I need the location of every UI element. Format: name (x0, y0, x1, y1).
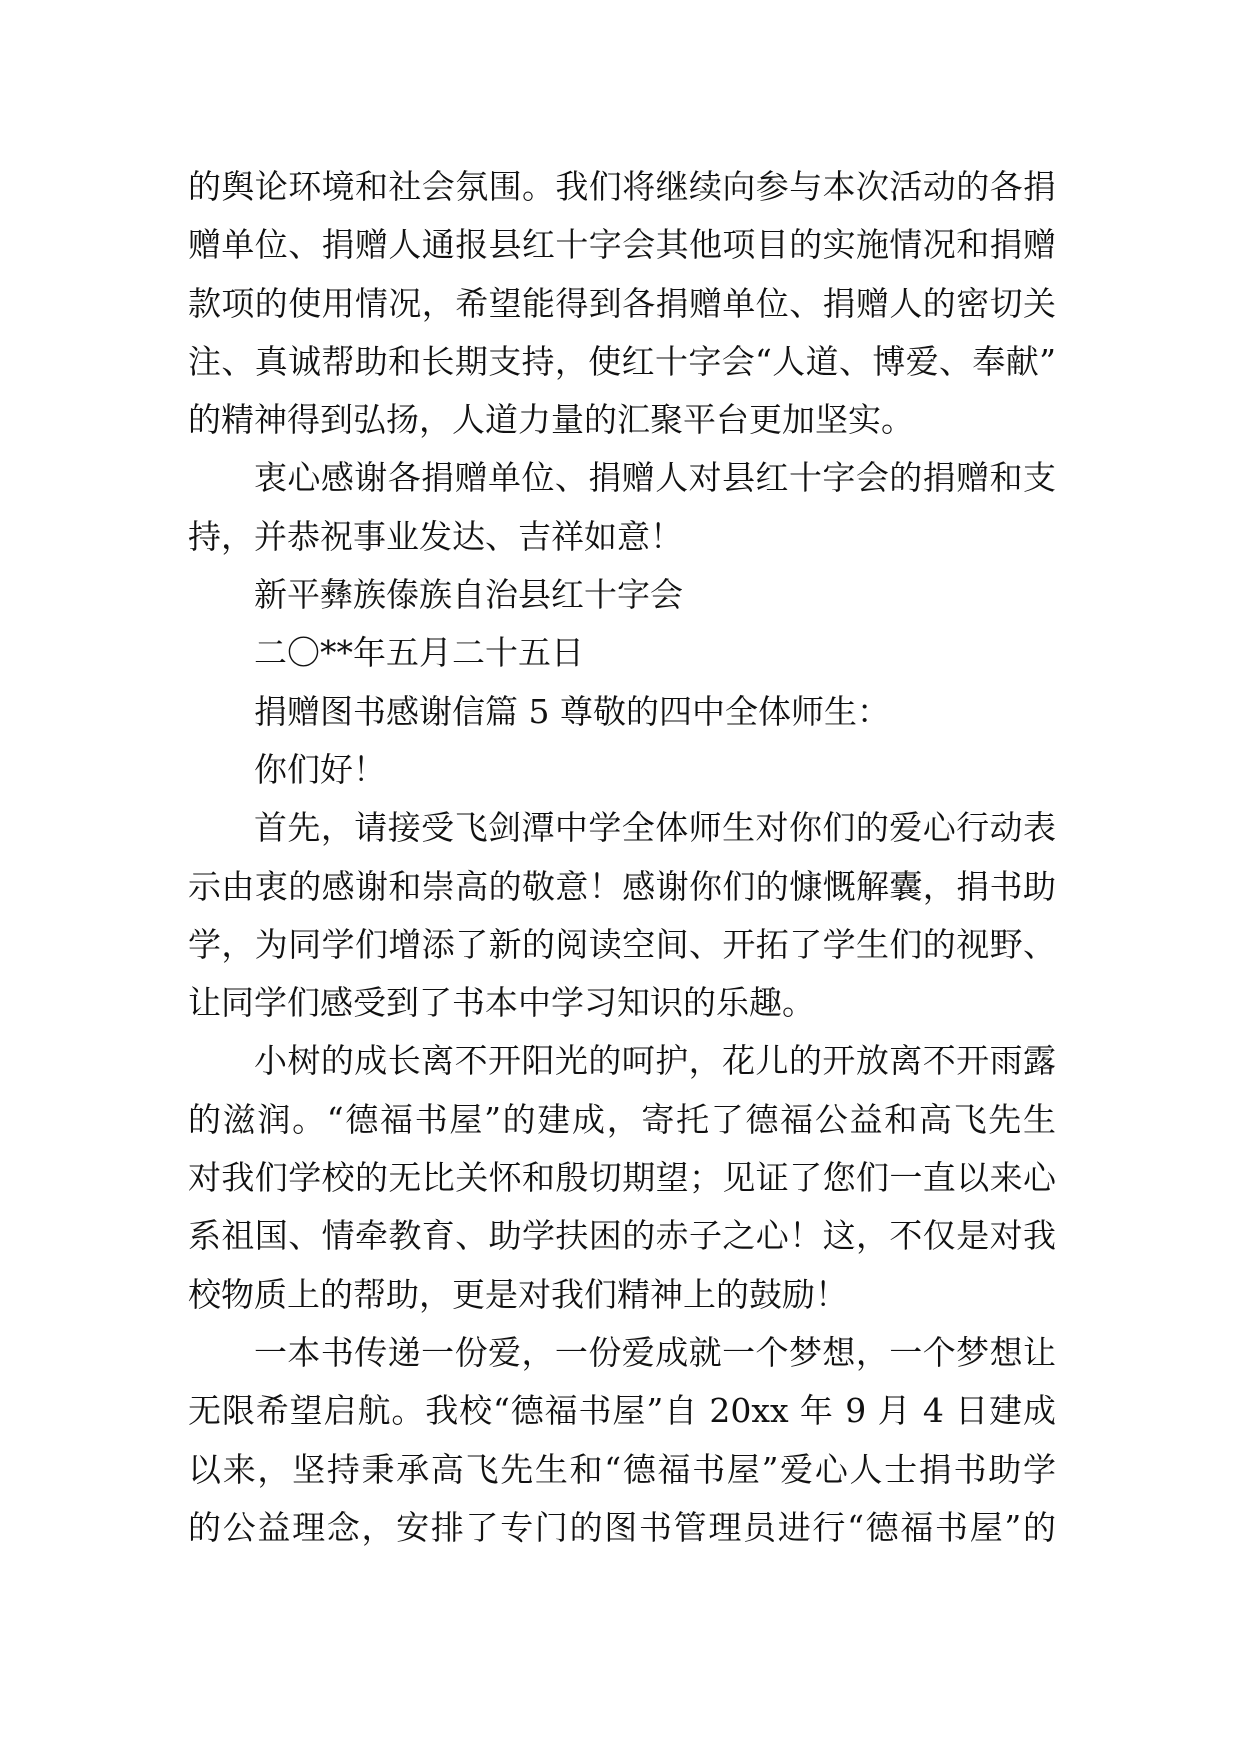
paragraph-start: 小树的成长离不开阳光的呵护，花儿的开放离不开雨露 (254, 1041, 1056, 1081)
paragraph-start: 首先，请接受飞剑潭中学全体师生对你们的爱心行动表 (254, 808, 1056, 848)
text-line: 对我们学校的无比关怀和殷切期望；见证了您们一直以来心 (188, 1158, 1056, 1198)
text-line: 无限希望启航。我校“德福书屋”自 20xx 年 9 月 4 日建成 (188, 1391, 1056, 1431)
signature-organization: 新平彝族傣族自治县红十字会 (254, 575, 683, 615)
text-line: 持，并恭祝事业发达、吉祥如意！ (188, 516, 683, 556)
text-line: 示由衷的感谢和崇高的敬意！感谢你们的慷慨解囊，捐书助 (188, 866, 1056, 906)
text-line: 的舆论环境和社会氛围。我们将继续向参与本次活动的各捐 (188, 167, 1056, 206)
text-line: 以来，坚持秉承高飞先生和“德福书屋”爱心人士捐书助学 (188, 1449, 1056, 1489)
text-line: 款项的使用情况，希望能得到各捐赠单位、捐赠人的密切关 (188, 283, 1056, 323)
paragraph-start: 一本书传递一份爱，一份爱成就一个梦想，一个梦想让 (254, 1332, 1056, 1372)
text-line: 注、真诚帮助和长期支持，使红十字会“人道、博爱、奉献” (188, 341, 1056, 381)
greeting: 你们好！ (254, 749, 386, 789)
signature-date: 二〇**年五月二十五日 (254, 633, 584, 673)
text-line: 学，为同学们增添了新的阅读空间、开拓了学生们的视野、 (188, 924, 1056, 964)
text-line: 系祖国、情牵教育、助学扶困的赤子之心！这，不仅是对我 (188, 1216, 1056, 1256)
letter-heading: 捐赠图书感谢信篇 5 尊敬的四中全体师生： (254, 691, 890, 731)
text-line: 的滋润。“德福书屋”的建成，寄托了德福公益和高飞先生 (188, 1099, 1056, 1139)
text-line: 赠单位、捐赠人通报县红十字会其他项目的实施情况和捐赠 (188, 225, 1056, 265)
paragraph-start: 衷心感谢各捐赠单位、捐赠人对县红十字会的捐赠和支 (254, 458, 1056, 498)
text-line: 的精神得到弘扬，人道力量的汇聚平台更加坚实。 (188, 400, 914, 440)
letter-body (188, 158, 1056, 1557)
text-line: 让同学们感受到了书本中学习知识的乐趣。 (188, 983, 815, 1023)
text-line: 校物质上的帮助，更是对我们精神上的鼓励！ (188, 1274, 848, 1314)
text-line: 的公益理念，安排了专门的图书管理员进行“德福书屋”的 (188, 1507, 1056, 1547)
